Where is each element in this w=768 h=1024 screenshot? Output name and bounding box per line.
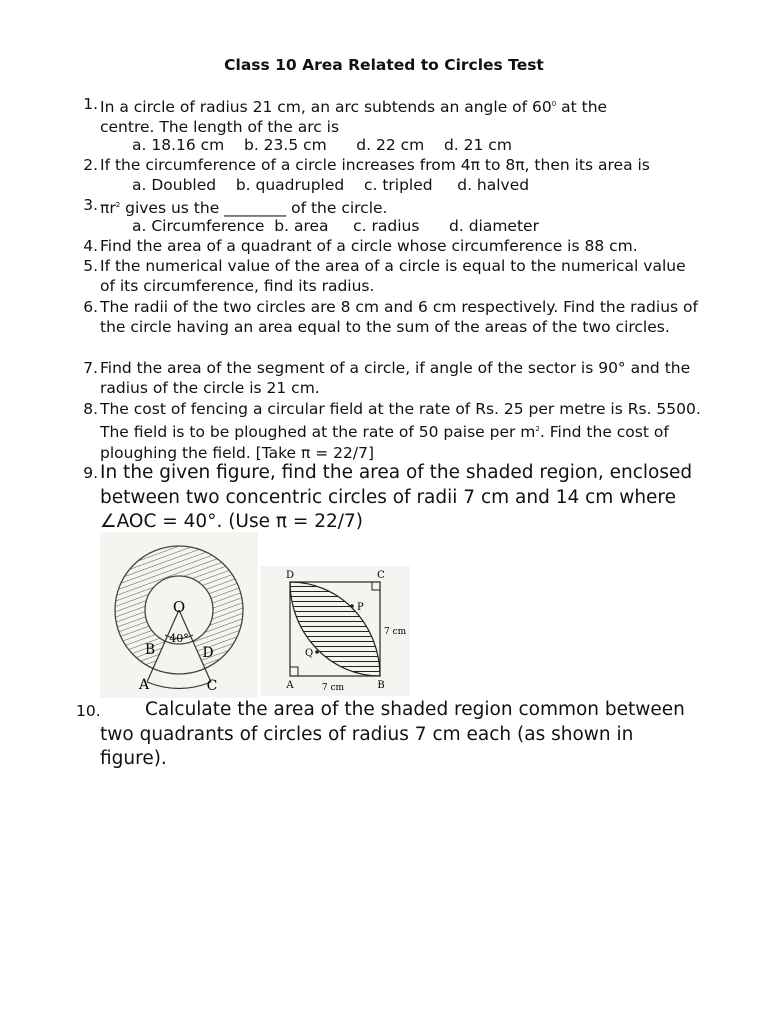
point-c-label: C	[206, 678, 218, 694]
question-number: 1.	[83, 95, 98, 113]
question-text: Find the area of the segment of a circle, if angle of the sector is 90° and the radius of the circle is 21 cm.	[100, 359, 691, 398]
question-10-text: Calculate the area of the shaded region common between two quadrants of circles of radius 7 cm each (as shown in figure).	[100, 699, 685, 769]
question-8	[76, 399, 721, 463]
question-1	[76, 94, 736, 138]
question-number: 6.	[83, 298, 98, 316]
question-number: 5.	[83, 257, 98, 275]
question-6	[76, 297, 716, 338]
page-title: Class 10 Area Related to Circles Test	[224, 56, 544, 74]
corner-d-label: D	[285, 570, 295, 581]
question-3-options: a. Circumference b. area c. radius d. diameter	[132, 217, 539, 235]
point-b-label: B	[144, 642, 156, 658]
figure-concentric-circles	[100, 532, 258, 698]
corner-c-label: C	[377, 570, 385, 581]
question-5	[76, 256, 698, 297]
question-number: 4.	[83, 237, 98, 255]
question-text: In a circle of radius 21 cm, an arc subtends an angle of $60^0$ at the centre. The length of the arc is	[100, 98, 608, 137]
question-text: $\pi r^2$ gives us the ________ of the circle.	[100, 199, 388, 217]
question-10-number: 10.	[76, 702, 101, 720]
question-number: 3.	[83, 196, 98, 214]
point-p-label: P	[357, 602, 364, 613]
question-text: In the given figure, find the area of the shaded region, enclosed between two concentric circles of radii 7 cm and 14 cm where ∠AOC = 40°. (Use π = 22/7)	[100, 462, 693, 532]
question-3	[76, 195, 736, 218]
question-number: 8.	[83, 400, 98, 418]
question-text: If the numerical value of the area of a circle is equal to the numerical value of its circumference, find its radius.	[100, 257, 686, 296]
corner-a-label: A	[286, 680, 294, 691]
point-a-label: A	[138, 677, 150, 693]
question-2-options: a. Doubled b. quadrupled c. tripled d. halved	[132, 176, 530, 194]
side-length-label: 7 cm	[384, 627, 407, 637]
question-text: The cost of fencing a circular field at the rate of Rs. 25 per metre is Rs. 5500. The field is to be ploughed at the rate of 50 paise per $m^2$. Find the cost of ploughing the field. [Take π = 22/7]	[100, 400, 701, 462]
bottom-length-label: 7 cm	[321, 683, 345, 693]
question-2	[76, 155, 736, 175]
corner-b-label: B	[377, 680, 385, 691]
question-1-options: a. 18.16 cm b. 23.5 cm d. 22 cm d. 21 cm	[132, 136, 512, 154]
question-4	[76, 236, 736, 256]
figure-two-quadrants	[260, 566, 410, 696]
concentric-circles-diagram	[100, 532, 258, 698]
two-quadrants-diagram	[260, 566, 410, 696]
question-number: 7.	[83, 359, 98, 377]
question-text: Find the area of a quadrant of a circle whose circumference is 88 cm.	[100, 237, 638, 255]
point-d-label: D	[202, 645, 214, 661]
question-7	[76, 358, 721, 399]
question-number: 2.	[83, 156, 98, 174]
point-q-label: Q	[305, 648, 314, 659]
angle-label: 40°	[169, 632, 189, 645]
question-text: If the circumference of a circle increases from 4π to 8π, then its area is	[100, 156, 650, 174]
center-label: O	[172, 598, 186, 616]
question-number: 9.	[83, 464, 98, 482]
question-text: The radii of the two circles are 8 cm and 6 cm respectively. Find the radius of the circle having an area equal to the sum of the areas of the two circles.	[100, 298, 698, 337]
question-9	[76, 461, 716, 535]
